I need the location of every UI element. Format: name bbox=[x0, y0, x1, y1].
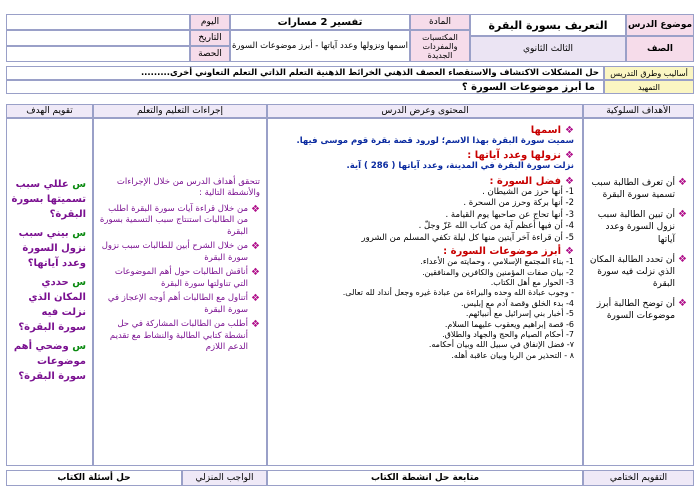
intro-value: ما أبرز موضوعات السورة ؟ bbox=[6, 80, 604, 94]
date-value bbox=[6, 30, 190, 46]
evaluation-item: س عللي سبب تسميتها بسورة البقرة؟ bbox=[11, 179, 86, 220]
content-column bbox=[267, 118, 583, 466]
topic-item: - وجوب عبادة الله وحده والبراءة من عبادة غيره وجعل أنداد لله تعالى. bbox=[342, 288, 574, 298]
content-heading-revelation: ❖ نزولها وعدد آياتها : bbox=[467, 150, 574, 162]
homework-value: حل أسئلة الكتاب bbox=[6, 470, 182, 486]
topic-item: ٨ - التحذير من الربا وبيان عاقبة أهله. bbox=[451, 350, 574, 360]
topic-item: ٧- فضل الإنفاق في سبيل الله وبيان أحكامه. bbox=[428, 340, 574, 350]
procedure-item: ❖ من خلال قراءة آيات سورة البقرة اطلب من الطالبات استنتاج سبب التسمية بسورة البقرة bbox=[99, 203, 260, 237]
objective-item: ❖ أن تبين الطالبة سبب نزول السورة وعدد آياتها bbox=[597, 209, 687, 245]
topic-item: 7- أحكام الصيام والحج والجهاد والطلاق. bbox=[442, 330, 574, 340]
diamond-icon: ❖ bbox=[565, 150, 574, 162]
diamond-icon: ❖ bbox=[251, 319, 260, 331]
procedures-column bbox=[93, 118, 267, 466]
new-skills-value: اسمها ونزولها وعدد آياتها - أبرز موضوعات السورة bbox=[230, 30, 410, 62]
date-label: التاريخ bbox=[190, 30, 230, 46]
objective-item: ❖ أن تحدد الطالبة المكان الذي نزلت فيه سورة البقرة bbox=[589, 253, 687, 289]
new-skills-label: المكتسبات والمفردات الجديدة bbox=[410, 30, 470, 62]
procedures-header: إجراءات التعليم والتعلم bbox=[93, 104, 267, 118]
final-eval-label: التقويم الختامي bbox=[583, 470, 694, 486]
topic-item: 5- أخبار بني إسرائيل مع أنبيائهم. bbox=[465, 309, 574, 319]
diamond-icon: ❖ bbox=[251, 293, 260, 305]
topic-item: 1- بناء المجتمع الإسلامي ، وحمايته من الأعداء. bbox=[420, 257, 574, 267]
procedure-item: ❖ أتناول مع الطالبات أهم أوجه الإعجاز في سورة البقرة bbox=[107, 293, 260, 315]
day-value bbox=[6, 14, 190, 30]
class-value: الثالث الثانوي bbox=[470, 36, 626, 62]
evaluation-column bbox=[6, 118, 93, 466]
procedure-item: ❖ من خلال الشرح أبين للطالبات سبب نزول سورة البقرة bbox=[101, 241, 260, 263]
procedure-item: ❖ أناقش الطالبات حول أهم الموضوعات التي تناولتها سورة البقرة bbox=[114, 267, 260, 289]
evaluation-item: س حددي المكان الذي نزلت فيه سورة البقرة؟ bbox=[18, 277, 86, 333]
content-paragraph: نزلت سورة البقرة في المدينة، وعدد آياتها ( 286 ) آية. bbox=[346, 161, 574, 172]
diamond-icon: ❖ bbox=[251, 203, 260, 215]
objectives-column bbox=[583, 118, 694, 466]
methods-label: أساليب وطرق التدريس bbox=[604, 66, 694, 80]
objectives-header: الأهداف السلوكية bbox=[583, 104, 694, 118]
diamond-icon: ❖ bbox=[678, 177, 687, 188]
period-label: الحصة bbox=[190, 46, 230, 62]
diamond-icon: ❖ bbox=[565, 246, 574, 258]
evaluation-header: تقويم الهدف bbox=[6, 104, 93, 118]
class-label: الصف bbox=[626, 36, 694, 62]
lesson-topic-value: التعريف بسورة البقرة bbox=[470, 14, 626, 36]
lesson-topic-label: موضوع الدرس bbox=[626, 14, 694, 36]
objective-item: ❖ أن تعرف الطالبة سبب تسمية سورة البقرة bbox=[591, 177, 687, 201]
intro-label: التمهيد bbox=[604, 80, 694, 94]
procedures-intro: تتحقق أهداف الدرس من خلال الإجراءات والأنشطة التالية : bbox=[116, 177, 260, 199]
content-paragraph: سميت سورة البقرة بهذا الاسم؛ لورود قصة بقرة قوم موسى فيها. bbox=[296, 136, 574, 146]
topic-item: 4- بدء الخلق وقصة آدم مع إبليس. bbox=[460, 298, 574, 308]
topic-item: 3- الحوار مع أهل الكتاب. bbox=[490, 278, 574, 288]
content-header: المحتوى وعرض الدرس bbox=[267, 104, 583, 118]
final-eval-value: متابعة حل انشطة الكتاب bbox=[267, 470, 583, 486]
virtue-item: 1- أنها حرز من الشيطان . bbox=[482, 186, 574, 197]
virtue-item: 5- أن قراءة آخر آيتين منها كل ليلة تكفي المسلم من الشرور bbox=[361, 232, 574, 243]
virtue-item: 2- أنها بركة وحرز من السحرة . bbox=[463, 198, 574, 209]
subject-label: المادة bbox=[410, 14, 470, 30]
methods-value: حل المشكلات الاكتشاف والاستقصاء العصف الذهني الخرائط الذهنية التعلم الذاتي التعلم التعاوني أخرى......... bbox=[6, 66, 604, 80]
subject-value: تفسير 2 مسارات bbox=[230, 14, 410, 30]
topic-item: 2- بيان صفات المؤمنين والكافرين والمنافقين. bbox=[422, 267, 574, 277]
period-value bbox=[6, 46, 190, 62]
diamond-icon: ❖ bbox=[251, 241, 260, 253]
virtue-item: 3- أنها تحاج عن صاحبها يوم القيامة . bbox=[445, 209, 574, 220]
content-heading-topics: ❖ أبرز موضوعات السورة : bbox=[443, 246, 574, 258]
content-heading-name: ❖ اسمها bbox=[530, 125, 574, 136]
diamond-icon: ❖ bbox=[565, 175, 574, 187]
diamond-icon: ❖ bbox=[678, 209, 687, 221]
day-label: اليوم bbox=[190, 14, 230, 30]
diamond-icon: ❖ bbox=[251, 267, 260, 279]
homework-label: الواجب المنزلي bbox=[182, 470, 267, 486]
evaluation-item: س بيني سبب نزول السورة وعدد آياتها؟ bbox=[18, 228, 86, 269]
virtue-item: 4- أن فيها أعظم آية من كتاب الله عَزّ وجلّ . bbox=[418, 221, 574, 232]
procedure-item: ❖ أطلب من الطالبات المشاركة في حل أنشطة كتابي الطالبة والنشاط مع تقديم الدعم اللازم bbox=[109, 319, 260, 353]
topic-item: 6- قصة إبراهيم ويعقوب عليهما السلام. bbox=[444, 319, 574, 329]
evaluation-item: س وضحي أهم موضوعات سورة البقرة؟ bbox=[13, 341, 86, 382]
diamond-icon: ❖ bbox=[565, 125, 574, 136]
diamond-icon: ❖ bbox=[678, 253, 687, 265]
content-heading-virtues: ❖ فضل السورة : bbox=[489, 175, 574, 187]
diamond-icon: ❖ bbox=[678, 298, 687, 310]
objective-item: ❖ أن توضح الطالبة أبرز موضوعات السورة bbox=[596, 298, 687, 322]
